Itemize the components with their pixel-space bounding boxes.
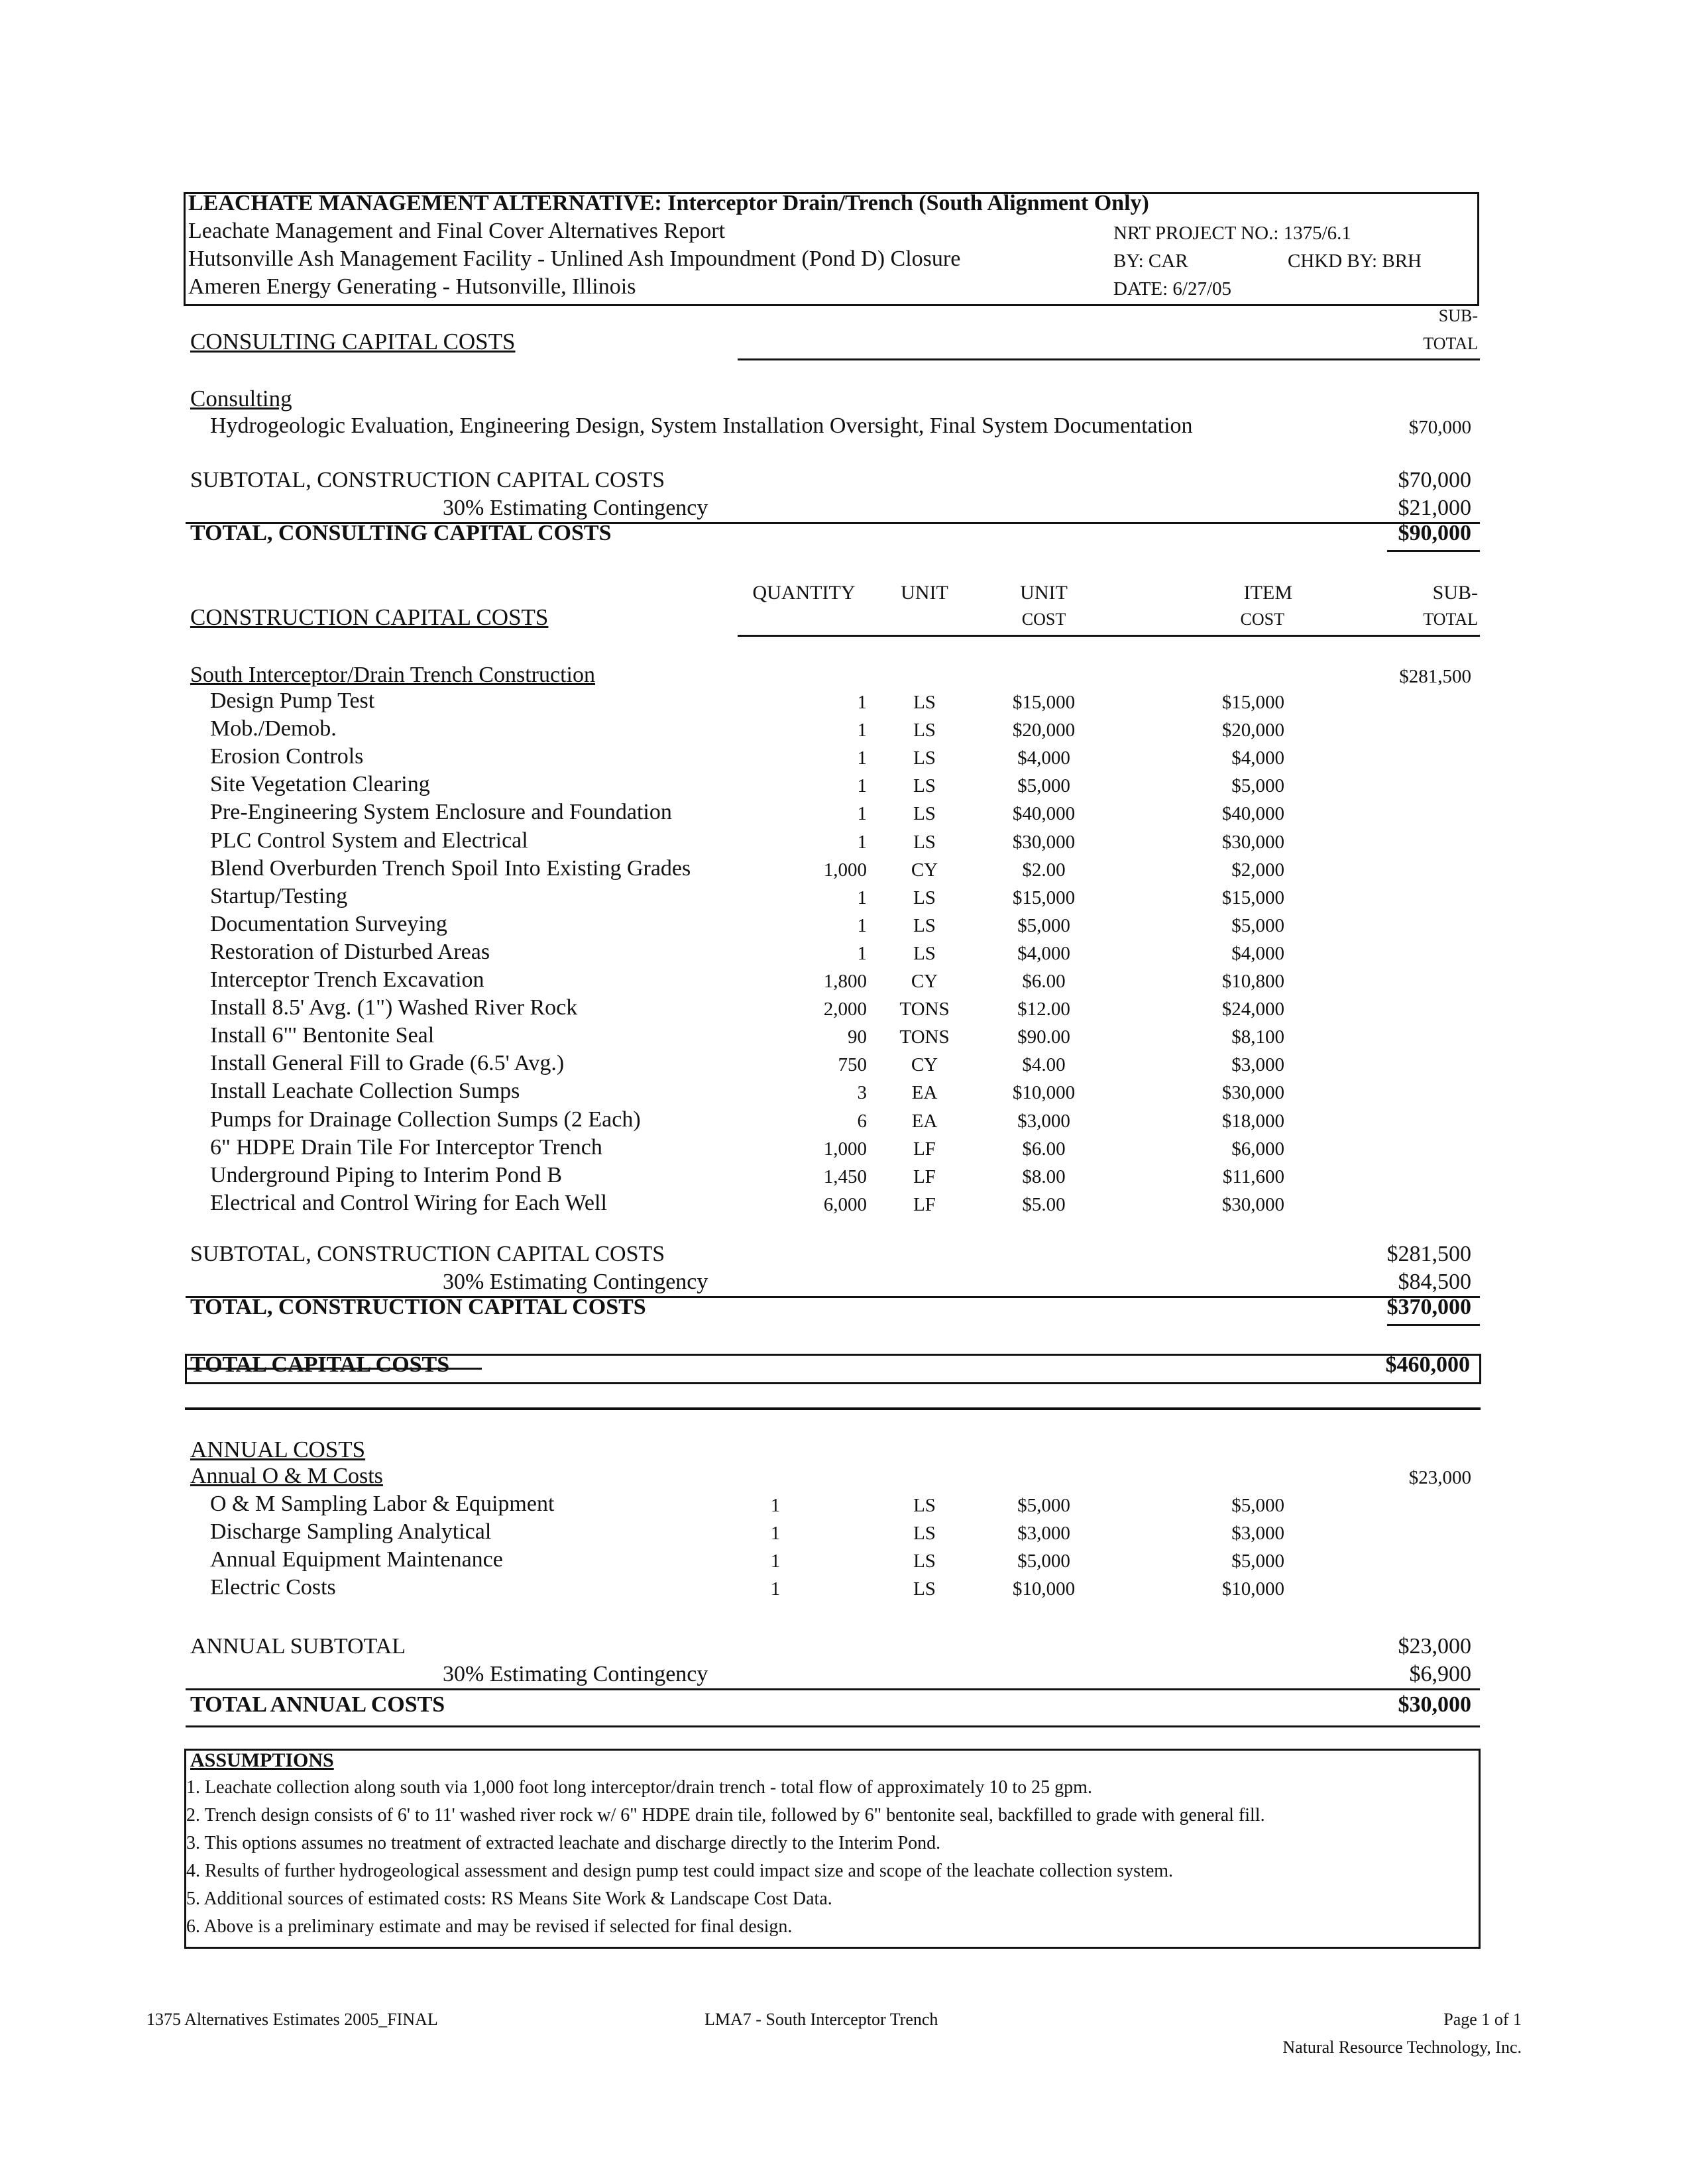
table-row [0, 856, 1686, 884]
construction-header-rule [738, 635, 1480, 637]
col-quantity: QUANTITY [752, 582, 856, 604]
item-unit: LS [913, 692, 936, 713]
subtotal-column-head-1: SUB- [1438, 306, 1478, 325]
item-cost: $5,000 [1231, 775, 1284, 797]
annual-section-title: ANNUAL COSTS [190, 1437, 366, 1462]
item-unit: LS [913, 1495, 936, 1516]
date: DATE: 6/27/05 [1113, 278, 1232, 300]
item-label: Underground Piping to Interim Pond B [210, 1162, 563, 1187]
item-label: Design Pump Test [210, 688, 375, 713]
item-label: Discharge Sampling Analytical [210, 1519, 492, 1545]
item-quantity: 1 [857, 803, 867, 825]
item-unit: CY [911, 859, 938, 881]
item-quantity: 1 [857, 942, 867, 964]
item-cost: $15,000 [1221, 887, 1284, 908]
consulting-item-value: $70,000 [1408, 417, 1471, 438]
table-row [0, 967, 1686, 995]
total-capital-label: TOTAL CAPITAL COSTS [190, 1352, 450, 1377]
col-subtotal-1: SUB- [1432, 582, 1478, 604]
item-label: Erosion Controls [210, 744, 364, 769]
annual-total-rule [186, 1688, 1480, 1690]
assumption-3: 3. This options assumes no treatment of extracted leachate and discharge directly to the Interim Pond. [186, 1833, 941, 1853]
item-cost: $2,000 [1231, 859, 1284, 881]
item-label: Electrical and Control Wiring for Each Well [210, 1190, 607, 1215]
table-row [0, 1163, 1686, 1191]
item-quantity: 1 [770, 1578, 781, 1600]
construction-section-title: CONSTRUCTION CAPITAL COSTS [190, 604, 549, 630]
item-label: Electric Costs [210, 1575, 336, 1600]
item-cost: $5,000 [1231, 1551, 1284, 1572]
item-unit-cost: $20,000 [1012, 720, 1076, 741]
item-cost: $30,000 [1221, 831, 1284, 853]
item-unit-cost: $5.00 [1022, 1193, 1066, 1215]
item-unit: LS [913, 942, 936, 964]
item-cost: $40,000 [1221, 803, 1284, 825]
consulting-section-title: CONSULTING CAPITAL COSTS [190, 329, 516, 355]
consulting-contingency-label: 30% Estimating Contingency [443, 496, 708, 520]
footer-sheet-name: LMA7 - South Interceptor Trench [704, 2010, 938, 2029]
item-quantity: 90 [848, 1026, 867, 1048]
consulting-group-label: Consulting [190, 386, 292, 411]
annual-total-underline [186, 1725, 1480, 1727]
item-unit: LS [913, 1578, 936, 1600]
item-quantity: 1,000 [823, 859, 867, 881]
consulting-total-label: TOTAL, CONSULTING CAPITAL COSTS [190, 521, 612, 545]
item-quantity: 2,000 [823, 999, 867, 1020]
item-unit: LS [913, 747, 936, 769]
item-unit-cost: $5,000 [1017, 775, 1070, 797]
consulting-total-underline [1387, 550, 1480, 552]
item-quantity: 1 [770, 1523, 781, 1545]
col-item-cost-1: ITEM [1243, 582, 1292, 604]
construction-total-value: $370,000 [1386, 1295, 1471, 1319]
assumption-6: 6. Above is a preliminary estimate and may be revised if selected for final design. [186, 1916, 793, 1937]
table-row [0, 1191, 1686, 1219]
item-quantity: 1,000 [823, 1138, 867, 1160]
annual-total-value: $30,000 [1398, 1692, 1471, 1717]
client-line: Ameren Energy Generating - Hutsonville, Illinois [188, 274, 636, 299]
consulting-contingency-value: $21,000 [1398, 496, 1471, 520]
table-row [0, 828, 1686, 856]
item-unit: LS [913, 831, 936, 853]
item-label: Install General Fill to Grade (6.5' Avg.) [210, 1051, 565, 1076]
item-label: Startup/Testing [210, 883, 348, 908]
item-label: Blend Overburden Trench Spoil Into Existing Grades [210, 855, 691, 881]
total-capital-value: $460,000 [1385, 1352, 1470, 1377]
item-cost: $6,000 [1231, 1138, 1284, 1160]
item-unit-cost: $3,000 [1017, 1110, 1070, 1132]
item-cost: $4,000 [1231, 942, 1284, 964]
item-cost: $3,000 [1231, 1054, 1284, 1076]
item-label: Pre-Engineering System Enclosure and Foundation [210, 800, 672, 825]
item-cost: $5,000 [1231, 914, 1284, 936]
item-unit-cost: $6.00 [1022, 1138, 1066, 1160]
item-unit-cost: $4,000 [1017, 747, 1070, 769]
item-label: PLC Control System and Electrical [210, 828, 528, 853]
footer-company: Natural Resource Technology, Inc. [1282, 2038, 1522, 2057]
table-row [0, 884, 1686, 912]
item-label: O & M Sampling Labor & Equipment [210, 1492, 555, 1516]
item-quantity: 1,800 [823, 971, 867, 992]
subtotal-column-head-2: TOTAL [1423, 334, 1478, 353]
item-unit: EA [911, 1082, 938, 1104]
consulting-header-rule [738, 358, 1480, 360]
table-row [0, 744, 1686, 772]
consulting-subtotal-label: SUBTOTAL, CONSTRUCTION CAPITAL COSTS [190, 468, 665, 492]
item-label: Install 6"' Bentonite Seal [210, 1023, 435, 1048]
item-unit-cost: $3,000 [1017, 1523, 1070, 1545]
table-row [0, 1107, 1686, 1135]
item-quantity: 1 [857, 720, 867, 741]
item-quantity: 1,450 [823, 1166, 867, 1187]
checked-by: CHKD BY: BRH [1288, 250, 1422, 272]
assumption-5: 5. Additional sources of estimated costs: RS Means Site Work & Landscape Cost Data. [186, 1888, 832, 1909]
item-label: Site Vegetation Clearing [210, 772, 430, 797]
assumptions-title: ASSUMPTIONS [190, 1749, 334, 1771]
footer-page-number: Page 1 of 1 [1443, 2010, 1522, 2029]
item-label: Mob./Demob. [210, 716, 337, 741]
item-unit-cost: $15,000 [1012, 887, 1076, 908]
item-label: 6" HDPE Drain Tile For Interceptor Trench [210, 1134, 602, 1160]
item-unit: EA [911, 1110, 938, 1132]
item-quantity: 1 [857, 831, 867, 853]
item-quantity: 1 [857, 887, 867, 908]
item-label: Annual Equipment Maintenance [210, 1547, 503, 1572]
item-unit-cost: $15,000 [1012, 692, 1076, 713]
item-label: Pumps for Drainage Collection Sumps (2 Each) [210, 1107, 641, 1132]
item-unit-cost: $40,000 [1012, 803, 1076, 825]
item-cost: $5,000 [1231, 1495, 1284, 1516]
item-cost: $15,000 [1221, 692, 1284, 713]
table-row [0, 1492, 1686, 1519]
footer-filename: 1375 Alternatives Estimates 2005_FINAL [146, 2010, 438, 2029]
item-quantity: 1 [857, 775, 867, 797]
item-quantity: 6,000 [823, 1193, 867, 1215]
item-cost: $11,600 [1222, 1166, 1284, 1187]
annual-total-label: TOTAL ANNUAL COSTS [190, 1692, 445, 1717]
item-unit: TONS [899, 1026, 950, 1048]
item-unit: LF [913, 1193, 936, 1215]
table-row [0, 995, 1686, 1023]
col-subtotal-2: TOTAL [1423, 610, 1478, 629]
item-cost: $4,000 [1231, 747, 1284, 769]
annual-group-subtotal: $23,000 [1408, 1467, 1471, 1488]
report-title: LEACHATE MANAGEMENT ALTERNATIVE: Interceptor Drain/Trench (South Alignment Only) [188, 191, 1149, 215]
item-unit: LF [913, 1138, 936, 1160]
item-label: Restoration of Disturbed Areas [210, 939, 490, 964]
item-quantity: 3 [857, 1082, 867, 1104]
item-unit-cost: $5,000 [1017, 914, 1070, 936]
item-cost: $3,000 [1231, 1523, 1284, 1545]
construction-subtotal-label: SUBTOTAL, CONSTRUCTION CAPITAL COSTS [190, 1242, 665, 1266]
consulting-subtotal-value: $70,000 [1398, 468, 1471, 492]
item-unit: LS [913, 1551, 936, 1572]
col-unit-cost-1: UNIT [1020, 582, 1068, 604]
prepared-by: BY: CAR [1113, 250, 1188, 272]
consulting-item-label: Hydrogeologic Evaluation, Engineering Design, System Installation Oversight, Final System Documentation [210, 413, 1193, 438]
item-unit: LS [913, 720, 936, 741]
assumption-4: 4. Results of further hydrogeological assessment and design pump test could impact size and scope of the leachate collection system. [186, 1861, 1174, 1881]
table-row [0, 1023, 1686, 1051]
item-unit-cost: $6.00 [1022, 971, 1066, 992]
col-unit-cost-2: COST [1021, 610, 1066, 629]
col-unit: UNIT [901, 582, 948, 604]
item-unit-cost: $4.00 [1022, 1054, 1066, 1076]
table-row [0, 1575, 1686, 1603]
table-row [0, 800, 1686, 828]
assumption-1: 1. Leachate collection along south via 1,000 foot long interceptor/drain trench - total flow of approximately 10 to 25 gpm. [186, 1777, 1092, 1798]
construction-total-label: TOTAL, CONSTRUCTION CAPITAL COSTS [190, 1295, 646, 1319]
construction-group-label: South Interceptor/Drain Trench Construction [190, 663, 595, 687]
item-unit-cost: $5,000 [1017, 1495, 1070, 1516]
item-label: Documentation Surveying [210, 911, 447, 936]
item-quantity: 1 [857, 747, 867, 769]
construction-contingency-label: 30% Estimating Contingency [443, 1270, 708, 1294]
table-row [0, 716, 1686, 744]
item-unit-cost: $4,000 [1017, 942, 1070, 964]
col-item-cost-2: COST [1240, 610, 1284, 629]
item-unit: LS [913, 775, 936, 797]
item-unit: CY [911, 971, 938, 992]
table-row [0, 1547, 1686, 1575]
construction-total-underline [1387, 1324, 1480, 1326]
item-cost: $10,800 [1221, 971, 1284, 992]
item-quantity: 1 [770, 1551, 781, 1572]
item-quantity: 1 [857, 914, 867, 936]
item-cost: $8,100 [1231, 1026, 1284, 1048]
consulting-total-value: $90,000 [1398, 521, 1471, 545]
report-subtitle: Leachate Management and Final Cover Alternatives Report [188, 219, 726, 243]
table-row [0, 688, 1686, 716]
annual-group-label: Annual O & M Costs [190, 1464, 383, 1488]
item-quantity: 1 [770, 1495, 781, 1516]
item-quantity: 1 [857, 692, 867, 713]
construction-contingency-value: $84,500 [1398, 1270, 1471, 1294]
item-unit: LS [913, 1523, 936, 1545]
item-quantity: 6 [857, 1110, 867, 1132]
item-cost: $10,000 [1221, 1578, 1284, 1600]
item-unit: CY [911, 1054, 938, 1076]
item-unit-cost: $2.00 [1022, 859, 1066, 881]
item-cost: $30,000 [1221, 1082, 1284, 1104]
item-unit-cost: $5,000 [1017, 1551, 1070, 1572]
item-unit: TONS [899, 999, 950, 1020]
section-divider [185, 1407, 1481, 1410]
annual-contingency-label: 30% Estimating Contingency [443, 1662, 708, 1686]
item-unit: LS [913, 914, 936, 936]
item-label: Install 8.5' Avg. (1") Washed River Rock [210, 995, 578, 1020]
annual-subtotal-label: ANNUAL SUBTOTAL [190, 1634, 406, 1659]
table-row [0, 912, 1686, 940]
table-row [0, 1135, 1686, 1163]
construction-group-subtotal: $281,500 [1399, 666, 1471, 687]
item-cost: $24,000 [1221, 999, 1284, 1020]
item-unit-cost: $10,000 [1012, 1082, 1076, 1104]
table-row [0, 1519, 1686, 1547]
table-row [0, 772, 1686, 800]
item-unit-cost: $12.00 [1017, 999, 1070, 1020]
item-unit-cost: $10,000 [1012, 1578, 1076, 1600]
item-unit: LS [913, 887, 936, 908]
project-number: NRT PROJECT NO.: 1375/6.1 [1113, 223, 1351, 244]
item-cost: $18,000 [1221, 1110, 1284, 1132]
item-cost: $20,000 [1221, 720, 1284, 741]
item-unit-cost: $8.00 [1022, 1166, 1066, 1187]
facility-line: Hutsonville Ash Management Facility - Unlined Ash Impoundment (Pond D) Closure [188, 246, 961, 271]
table-row [0, 940, 1686, 967]
item-unit: LF [913, 1166, 936, 1187]
assumption-2: 2. Trench design consists of 6' to 11' washed river rock w/ 6" HDPE drain tile, followed by 6" bentonite seal, backfilled to grade with general fill. [186, 1805, 1265, 1826]
item-label: Interceptor Trench Excavation [210, 967, 484, 992]
annual-contingency-value: $6,900 [1409, 1662, 1471, 1686]
table-row [0, 1079, 1686, 1107]
item-unit: LS [913, 803, 936, 825]
construction-subtotal-value: $281,500 [1386, 1242, 1471, 1266]
item-unit-cost: $90.00 [1017, 1026, 1070, 1048]
table-row [0, 1051, 1686, 1079]
item-cost: $30,000 [1221, 1193, 1284, 1215]
item-quantity: 750 [838, 1054, 867, 1076]
annual-subtotal-value: $23,000 [1398, 1634, 1471, 1659]
item-label: Install Leachate Collection Sumps [210, 1079, 520, 1104]
item-unit-cost: $30,000 [1012, 831, 1076, 853]
